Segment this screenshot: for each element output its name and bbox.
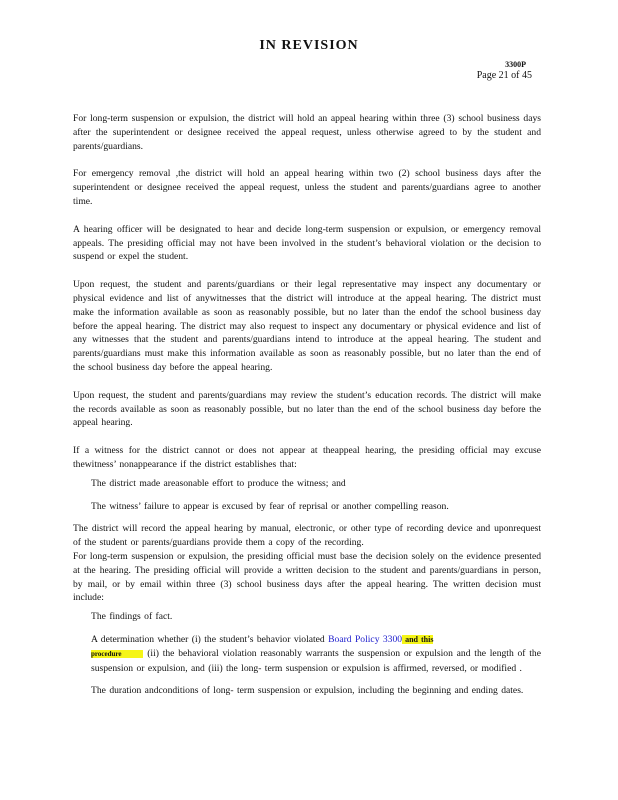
highlighted-text: procedure bbox=[91, 650, 143, 658]
list-item bbox=[73, 500, 541, 514]
bullet-text: The duration andconditions of long- term suspension or expulsion, including the beginning and ending dates. bbox=[91, 685, 524, 697]
bullet-text-rest: (ii) the behavioral violation reasonably warrants the suspension or expulsion and the length of the suspension or expulsion, and (iii) the long- term suspension or expulsion is affirmed, reversed, or modified . bbox=[91, 647, 541, 674]
paragraph-review-records: Upon request, the student and parents/guardians may review the student’s education records. The district will make the records available as soon as reasonably possible, but no later than the end of the school business day before the appeal hearing. bbox=[73, 389, 541, 429]
bullet-text: The witness’ failure to appear is excused by fear of reprisal or another compelling reason. bbox=[91, 500, 449, 512]
paragraph-hearing-officer: A hearing officer will be designated to hear and decide long-term suspension or expulsion, or emergency removal appeals. The presiding official may not have been involved in the student’s behavioral violation or the decision to suspend or expel the student. bbox=[73, 223, 541, 263]
list-item bbox=[73, 610, 541, 624]
board-policy-link[interactable]: Board Policy 3300 bbox=[328, 633, 403, 645]
paragraph-recording: The district will record the appeal hearing by manual, electronic, or other type of recording device and uponrequest of the student or parents/guardians provide them a copy of the recording. bbox=[73, 523, 541, 549]
highlighted-text: and this bbox=[402, 634, 434, 644]
paragraph-written-decision: For long-term suspension or expulsion, the presiding official must base the decision solely on the evidence presented at the hearing. The presiding official will provide a written decision to the student and parents/guardians in person, by mail, or by email within three (3) school business days after the appeal hearing. The written decision must include: bbox=[73, 550, 541, 604]
bullet-icon bbox=[73, 633, 91, 675]
bullet-icon bbox=[73, 610, 91, 624]
bullet-text-lead: A determination whether (i) the student’s behavior violated bbox=[91, 633, 329, 645]
list-item bbox=[73, 684, 541, 698]
bullet-text: The findings of fact. bbox=[91, 611, 173, 623]
list-item bbox=[73, 477, 541, 491]
paragraph-appeal-long-term: For long-term suspension or expulsion, the district will hold an appeal hearing within three (3) school business days after the superintendent or designee received the appeal request, unless otherwise agreed to by the student and parents/guardians. bbox=[73, 113, 541, 152]
bullet-icon bbox=[73, 684, 91, 698]
bullet-icon bbox=[73, 500, 91, 514]
paragraph-inspect-evidence: Upon request, the student and parents/guardians or their legal representative may inspect any documentary or physical evidence and list of anywitnesses that the district will introduce at the appeal hearing. The district must make the information available as soon as reasonably possible, but no later than the endof the school business day before the appeal hearing. The district may also request to inspect any documentary or physical evidence and list of any witnesses that the student and parents/guardians intend to introduce at the appeal hearing. The student and parents/guardians must make this information available as soon as reasonably possible, but no later than the end of the school business day before the appeal hearing. bbox=[73, 279, 541, 373]
bullet-text: The district made areasonable effort to produce the witness; and bbox=[91, 477, 346, 489]
page-title: IN REVISION bbox=[259, 38, 359, 53]
bullet-icon bbox=[73, 477, 91, 491]
paragraph-appeal-emergency: For emergency removal ,the district will hold an appeal hearing within two (2) school business days after the superintendent or designee received the appeal request, unless the student and parents/guardians agree to another time. bbox=[73, 168, 541, 207]
page-number: Page 21 of 45 bbox=[476, 70, 532, 81]
document-body bbox=[73, 112, 541, 707]
list-item bbox=[73, 633, 541, 675]
policy-code: 3300P bbox=[505, 60, 526, 69]
bullet-text bbox=[91, 633, 541, 675]
paragraph-witness: If a witness for the district cannot or does not appear at theappeal hearing, the presiding official may excuse thewitness’ nonappearance if the district establishes that: bbox=[73, 445, 541, 470]
